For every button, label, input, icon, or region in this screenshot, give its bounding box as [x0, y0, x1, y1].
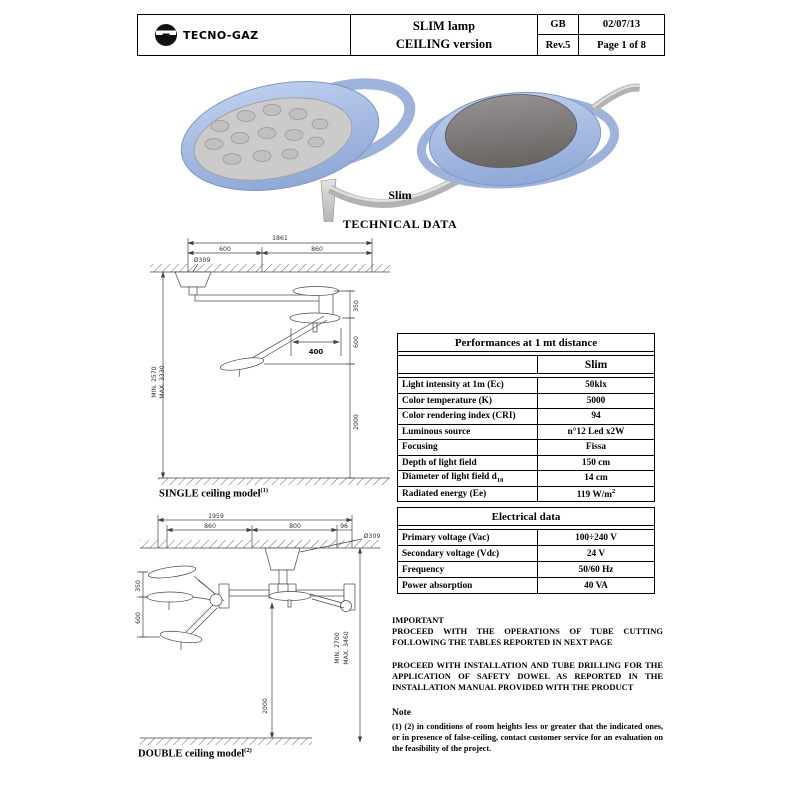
horizontal-arm: [195, 295, 321, 301]
double-ceiling-drawing: [132, 506, 388, 756]
performance-header-row: [398, 356, 655, 374]
row-power-absorption: Power absorption 40 VA: [398, 578, 655, 594]
dim-head-width: 400: [308, 348, 324, 356]
row-focusing: Focusing Fissa: [398, 440, 655, 456]
left-arm: [229, 590, 269, 596]
lamp-top-view: [417, 84, 640, 193]
dim-diameter: Ø309: [363, 533, 381, 540]
dim-c: 96: [340, 523, 348, 530]
title-line1: SLIM lamp: [412, 18, 476, 33]
double-drawing-label: DOUBLE ceiling model$^{(2)}$: [138, 747, 252, 760]
important-paragraph-2: PROCEED WITH INSTALLATION AND TUBE DRILLING FOR THE APPLICATION OF SAFETY DOWEL AS REPORTED IN THE INSTALLATION MANUAL PROVIDED WITH THE PRODUCT: [392, 659, 663, 693]
row-secondary-voltage: Secondary voltage (Vdc) 24 V: [398, 546, 655, 562]
product-caption: Slim: [388, 188, 412, 202]
performance-title-row: [398, 334, 655, 352]
dim-min: MIN. 2570: [151, 366, 158, 398]
dim-a: 860: [204, 523, 216, 530]
header-table: [137, 14, 665, 56]
row-light-intensity: Light intensity at 1m (Ec) 50klx: [398, 378, 655, 394]
ceiling-hatch: [150, 264, 390, 272]
page-number: Page 1 of 8: [597, 39, 646, 51]
dim-floor: 2000: [262, 698, 269, 714]
logo-cell: [138, 15, 351, 55]
lamp-head-high: [293, 287, 339, 296]
performance-table-title: Performances at 1 mt distance: [398, 334, 655, 352]
logo-text: TECNO-GAZ: [183, 28, 259, 42]
drop-tube: [279, 570, 287, 584]
ceiling-cover: [175, 272, 211, 287]
row-color-temperature: Color temperature (K) 5000: [398, 393, 655, 409]
date: 02/07/13: [579, 15, 664, 35]
dim-max: MAX. 3330: [159, 365, 166, 399]
single-drawing-label: SINGLE ceiling model$^{(1)}$: [159, 487, 269, 500]
ceiling-hatch: [140, 540, 380, 548]
electrical-table-title: Electrical data: [398, 508, 655, 526]
note-body: (1) (2) in conditions of room heights less or greater that the indicated ones, or in presence of false-ceiling, contact customer service for an evaluation on the feasibility of the project.: [392, 721, 663, 753]
dim-v2: 600: [135, 612, 142, 624]
electrical-table: [397, 507, 655, 594]
dim-v1: 350: [353, 300, 360, 312]
row-radiated-energy: Radiated energy (Ee) 119 $W/m^2$: [398, 486, 655, 502]
row-diameter-light-field: Diameter of light field $d_{10}$ 14 cm: [398, 471, 655, 487]
revision: Rev.5: [538, 35, 579, 55]
lamp-head-mid: [147, 592, 193, 602]
lamp-head-right: [269, 592, 311, 601]
dim-floor: 2000: [353, 414, 360, 430]
floor-hatch: [140, 738, 312, 745]
drop-tube: [189, 287, 197, 295]
floor-hatch: [158, 478, 390, 485]
notes-section: [392, 615, 663, 755]
spring-arm-hub: [341, 601, 352, 612]
section-title: TECHNICAL DATA: [342, 217, 458, 231]
title-line2: CEILING version: [395, 37, 493, 51]
row-frequency: Frequency 50/60 Hz: [398, 562, 655, 578]
dim-v1: 350: [135, 580, 142, 592]
dim-b: 800: [289, 523, 301, 530]
dim-v2: 600: [353, 336, 360, 348]
row-luminous-source: Luminous source n°12 Led x2W: [398, 424, 655, 440]
single-ceiling-drawing: [136, 230, 396, 505]
row-cri: Color rendering index (CRI) 94: [398, 409, 655, 425]
important-title: IMPORTANT: [392, 615, 444, 625]
tecno-gaz-logo-icon: [154, 23, 178, 47]
dim-a: 600: [219, 246, 231, 253]
column-header-slim: Slim: [538, 356, 655, 374]
document-title: [351, 15, 538, 55]
important-paragraph-1: PROCEED WITH THE OPERATIONS OF TUBE CUTTING FOLLOWING THE TABLES REPORTED IN NEXT PAGE: [392, 626, 663, 648]
dim-min: MIN. 2700: [334, 632, 341, 664]
spring-arm-hub: [210, 594, 222, 606]
ceiling-cover: [265, 548, 300, 570]
dim-overall: 1861: [272, 235, 288, 242]
row-depth-light-field: Depth of light field 150 cm: [398, 455, 655, 471]
note-title: Note: [392, 708, 411, 719]
electrical-title-row: [398, 508, 655, 526]
row-primary-voltage: Primary voltage (Vac) 100÷240 V: [398, 530, 655, 546]
lang-code: GB: [538, 15, 579, 35]
spec-tables: [397, 333, 655, 594]
lamp-head-high: [148, 564, 197, 581]
performance-table: [397, 333, 655, 502]
dim-diameter: Ø309: [193, 257, 211, 264]
dim-b: 860: [311, 246, 323, 253]
dim-overall: 1959: [208, 513, 224, 520]
lamp-head-low: [219, 355, 264, 372]
header-meta: [538, 15, 664, 55]
dim-max: MAX. 3460: [343, 631, 350, 665]
